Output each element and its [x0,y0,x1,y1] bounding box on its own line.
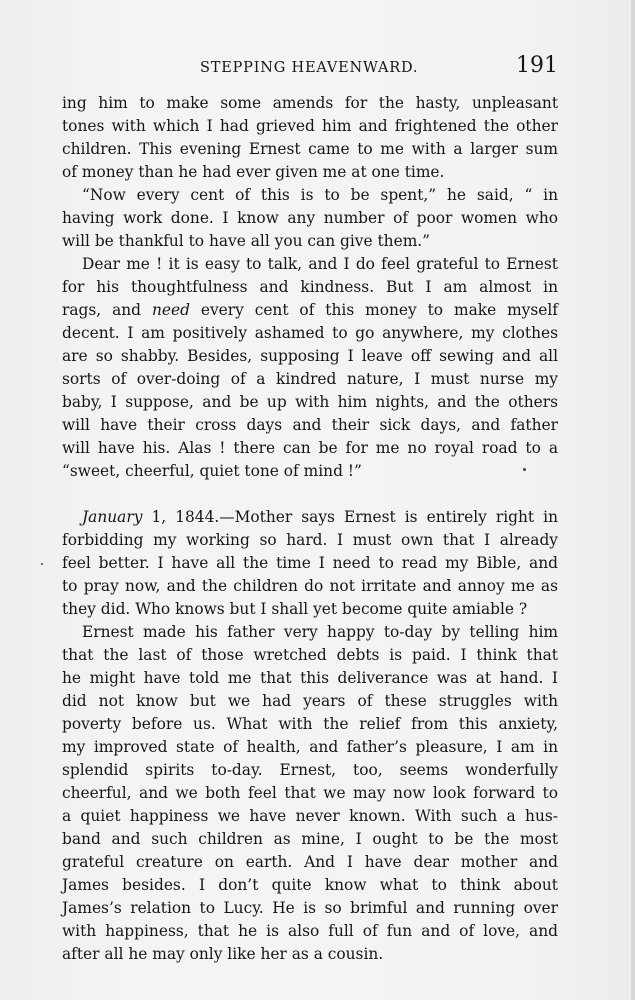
text-segment: rags, and [62,301,152,319]
body-text [62,92,558,966]
section-gap [62,483,558,506]
text-line: sorts of over-doing of a kindred nature, I must nurse my [62,370,558,388]
text-line: cheerful, and we both feel that we may now look forward to [62,784,558,802]
text-line: my improved state of health, and father’s pleasure, I am in [62,738,558,756]
text-line: Ernest made his father very happy to-day by telling him [82,623,558,641]
text-line: James besides. I don’t quite know what to think about [62,876,558,894]
text-line: to pray now, and the children do not irritate and annoy me as [62,577,558,595]
text-segment: every cent of this money to make myself [189,301,558,319]
emphasis-text: need [151,301,190,319]
text-line: did not know but we had years of these struggles with [62,692,558,710]
text-line: he might have told me that this deliverance was at hand. I [62,669,558,687]
text-line: of money than he had ever given me at one time. [62,163,445,181]
running-head: STEPPING HEAVENWARD. [200,60,419,76]
text-line [62,506,558,529]
print-speck [523,468,526,471]
text-line: poverty before us. What with the relief from this anxiety, [62,715,558,733]
entry-date: January [82,508,143,526]
page-number: 191 [516,53,558,78]
text-line: James’s relation to Lucy. He is so brimful and running over [62,899,558,917]
text-line: forbidding my working so hard. I must own that I already [62,531,558,549]
text-line: will be thankful to have all you can give them.” [62,232,431,250]
text-segment: 1, 1844.—Mother says Ernest is entirely right in [142,508,558,526]
text-line: tones with which I had grieved him and frightened the other [62,117,558,135]
page-edge [631,0,635,1000]
text-line: band and such children as mine, I ought to be the most [62,830,558,848]
page-header [62,52,558,82]
text-line: “sweet, cheerful, quiet tone of mind !” [62,462,362,480]
text-line: “Now every cent of this is to be spent,” he said, “ in [82,186,558,204]
print-speck [41,563,43,565]
text-line: children. This evening Ernest came to me with a larger sum [62,140,558,158]
text-line: they did. Who knows but I shall yet become quite amiable ? [62,600,528,618]
text-line: splendid spirits to-day. Ernest, too, seems wonderfully [62,761,558,779]
text-line: baby, I suppose, and be up with him nights, and the others [62,393,558,411]
text-line [62,299,558,322]
text-line: for his thoughtfulness and kindness. But I am almost in [62,278,558,296]
text-line: decent. I am positively ashamed to go anywhere, my clothes [62,324,558,342]
text-line: Dear me ! it is easy to talk, and I do feel grateful to Ernest [82,255,558,273]
text-line: will have his. Alas ! there can be for me no royal road to a [62,439,558,457]
text-line: with happiness, that he is also full of fun and of love, and [62,922,558,940]
text-line: that the last of those wretched debts is paid. I think that [62,646,558,664]
text-line: after all he may only like her as a cousin. [62,945,384,963]
text-line: a quiet happiness we have never known. With such a hus- [62,807,558,825]
text-line: having work done. I know any number of poor women who [62,209,558,227]
text-line: grateful creature on earth. And I have dear mother and [62,853,558,871]
text-line: ing him to make some amends for the hasty, unpleasant [62,94,558,112]
text-line: are so shabby. Besides, supposing I leave off sewing and all [62,347,558,365]
text-line: feel better. I have all the time I need to read my Bible, and [62,554,558,572]
text-line: will have their cross days and their sick days, and father [62,416,558,434]
